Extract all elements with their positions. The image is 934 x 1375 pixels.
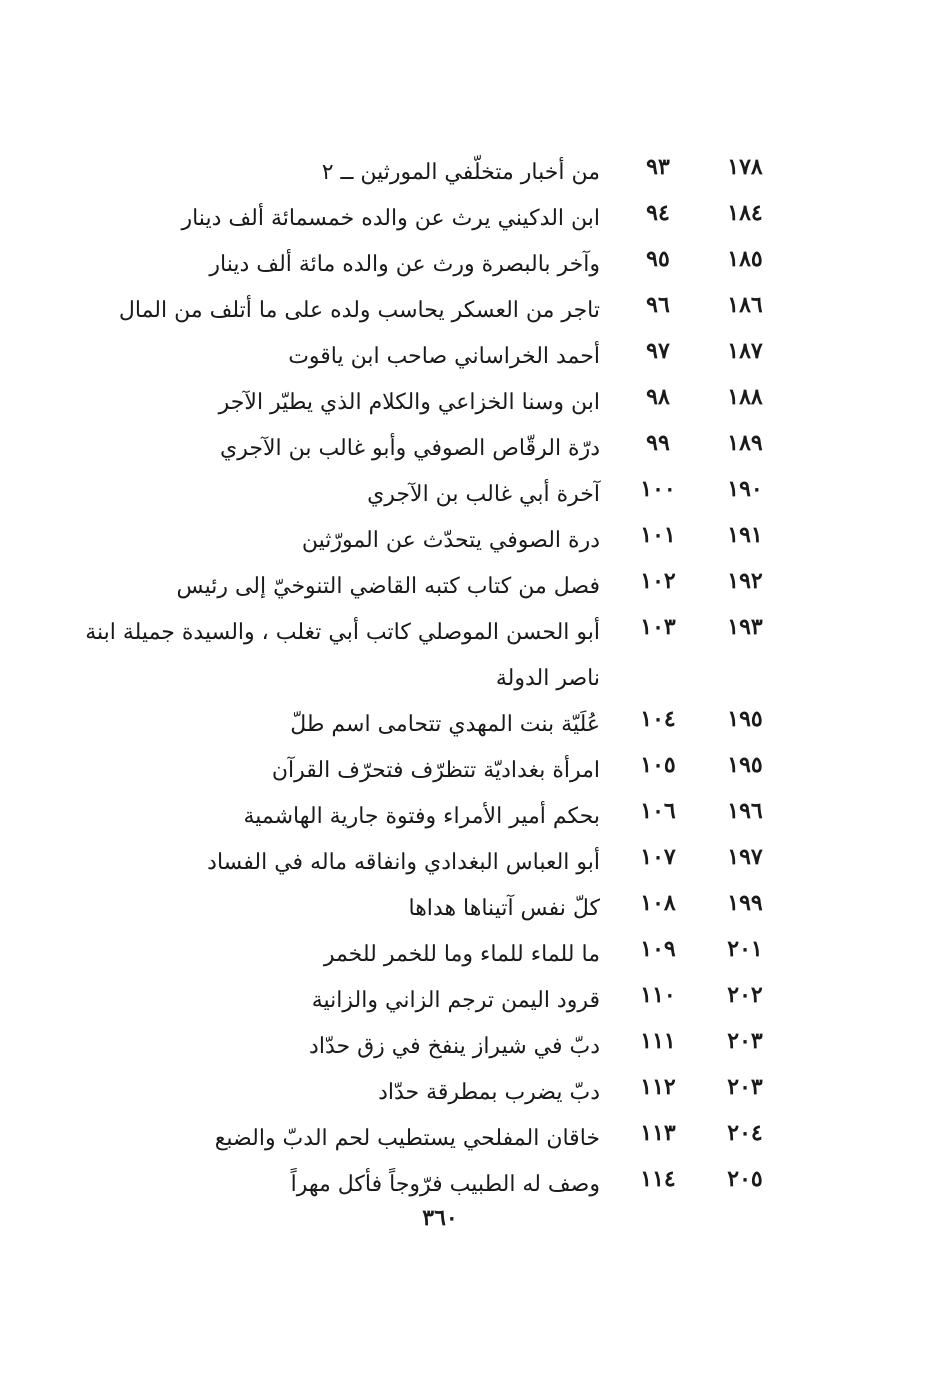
toc-title: من أخبار متخلّفي المورثين ــ ٢ — [321, 160, 600, 185]
toc-page: ١٨٧ — [727, 338, 763, 364]
toc-title: آخرة أبي غالب بن الآجري — [367, 482, 600, 507]
toc-title: وآخر بالبصرة ورث عن والده مائة ألف دينار — [209, 252, 600, 277]
toc-row — [80, 196, 770, 242]
toc-row — [80, 426, 770, 472]
toc-number: ١٠١ — [640, 522, 676, 548]
toc-page: ١٩٣ — [727, 614, 763, 640]
toc-row — [80, 1070, 770, 1116]
toc-page: ١٩٩ — [727, 890, 763, 916]
toc-page: ١٨٥ — [727, 246, 763, 272]
toc-page: ١٩٧ — [727, 844, 763, 870]
toc-title: كلّ نفس آتيناها هداها — [408, 896, 600, 921]
toc-page: ٢٠٥ — [727, 1166, 763, 1192]
toc-number: ٩٧ — [646, 338, 670, 364]
toc-title: امرأة بغداديّة تتظرّف فتحرّف القرآن — [271, 758, 600, 783]
toc-number: ١١٢ — [640, 1074, 676, 1100]
toc-title: دبّ في شيراز ينفخ في زق حدّاد — [309, 1034, 600, 1059]
toc-page: ١٩٠ — [727, 476, 763, 502]
toc-title: ما للماء للماء وما للخمر للخمر — [323, 942, 600, 967]
toc-title: ابن الدكيني يرث عن والده خمسمائة ألف دينار — [181, 206, 600, 231]
toc-number: ٩٥ — [646, 246, 670, 272]
toc-title: تاجر من العسكر يحاسب ولده على ما أتلف من المال — [118, 298, 600, 323]
toc-page: ٢٠٣ — [727, 1074, 763, 1100]
toc-title: وصف له الطبيب فرّوجاً فأكل مهراً — [290, 1172, 600, 1197]
toc-number: ١٠٥ — [640, 752, 676, 778]
toc-page: ١٧٨ — [727, 154, 763, 180]
toc-row — [80, 1024, 770, 1070]
toc-page: ١٨٩ — [727, 430, 763, 456]
toc-page: ٢٠٣ — [727, 1028, 763, 1054]
toc-title: أحمد الخراساني صاحب ابن ياقوت — [288, 344, 600, 369]
toc-row — [80, 242, 770, 288]
toc-number: ١٠٢ — [640, 568, 676, 594]
toc-number: ٩٤ — [646, 200, 670, 226]
toc-page: ١٨٦ — [727, 292, 763, 318]
toc-row — [80, 702, 770, 748]
page-number: ٣٦٠ — [422, 1205, 458, 1231]
toc-page: ٢٠١ — [727, 936, 763, 962]
toc-number: ٩٣ — [646, 154, 670, 180]
toc-page: ١٩١ — [727, 522, 763, 548]
toc-number: ١١٤ — [640, 1166, 676, 1192]
toc-row — [80, 564, 770, 610]
toc-page: ١٩٦ — [727, 798, 763, 824]
toc-row — [80, 334, 770, 380]
toc-title: درّة الرقّاص الصوفي وأبو غالب بن الآجري — [219, 436, 600, 461]
toc-title: درة الصوفي يتحدّث عن المورّثين — [301, 528, 600, 553]
toc-number: ٩٩ — [646, 430, 670, 456]
toc-row — [80, 288, 770, 334]
toc-row — [80, 472, 770, 518]
toc-title: بحكم أمير الأمراء وفتوة جارية الهاشمية — [243, 804, 600, 829]
toc-row — [80, 518, 770, 564]
toc-row — [80, 794, 770, 840]
toc-row — [80, 886, 770, 932]
toc-number: ١٠٨ — [640, 890, 676, 916]
toc-title: أبو الحسن الموصلي كاتب أبي تغلب ، والسيدة جميلة ابنة ناصر الدولة — [85, 620, 600, 691]
toc-row — [80, 150, 770, 196]
toc-title: قرود اليمن ترجم الزاني والزانية — [311, 988, 600, 1013]
toc-row — [80, 610, 770, 702]
toc-page: ١٨٤ — [727, 200, 763, 226]
toc-title: فصل من كتاب كتبه القاضي التنوخيّ إلى رئيس — [176, 574, 600, 599]
toc-page: ١٩٥ — [727, 752, 763, 778]
toc-number: ١٠٤ — [640, 706, 676, 732]
toc-title: عُلَيّة بنت المهدي تتحامى اسم طلّ — [290, 712, 600, 737]
toc-number: ١١١ — [640, 1028, 676, 1054]
toc-number: ١٠٠ — [640, 476, 676, 502]
toc-row — [80, 380, 770, 426]
toc-row — [80, 1162, 770, 1208]
toc-page: ١٩٢ — [727, 568, 763, 594]
toc-number: ١١٣ — [640, 1120, 676, 1146]
toc-row — [80, 748, 770, 794]
toc-row — [80, 1116, 770, 1162]
toc-title: خاقان المفلحي يستطيب لحم الدبّ والضبع — [214, 1126, 600, 1151]
toc-number: ١٠٩ — [640, 936, 676, 962]
toc-number: ٩٨ — [646, 384, 670, 410]
table-of-contents — [80, 150, 770, 1208]
toc-title: دبّ يضرب بمطرقة حدّاد — [378, 1080, 600, 1105]
toc-title: أبو العباس البغدادي وانفاقه ماله في الفساد — [207, 850, 600, 875]
toc-number: ١٠٦ — [640, 798, 676, 824]
toc-number: ١٠٧ — [640, 844, 676, 870]
toc-row — [80, 840, 770, 886]
toc-page: ٢٠٤ — [727, 1120, 763, 1146]
toc-number: ١٠٣ — [640, 614, 676, 640]
toc-number: ١١٠ — [640, 982, 676, 1008]
toc-page: ١٨٨ — [727, 384, 763, 410]
toc-page: ١٩٥ — [727, 706, 763, 732]
toc-title: ابن وسنا الخزاعي والكلام الذي يطيّر الآجر — [218, 390, 600, 415]
toc-row — [80, 978, 770, 1024]
toc-row — [80, 932, 770, 978]
toc-number: ٩٦ — [646, 292, 670, 318]
toc-page: ٢٠٢ — [727, 982, 763, 1008]
